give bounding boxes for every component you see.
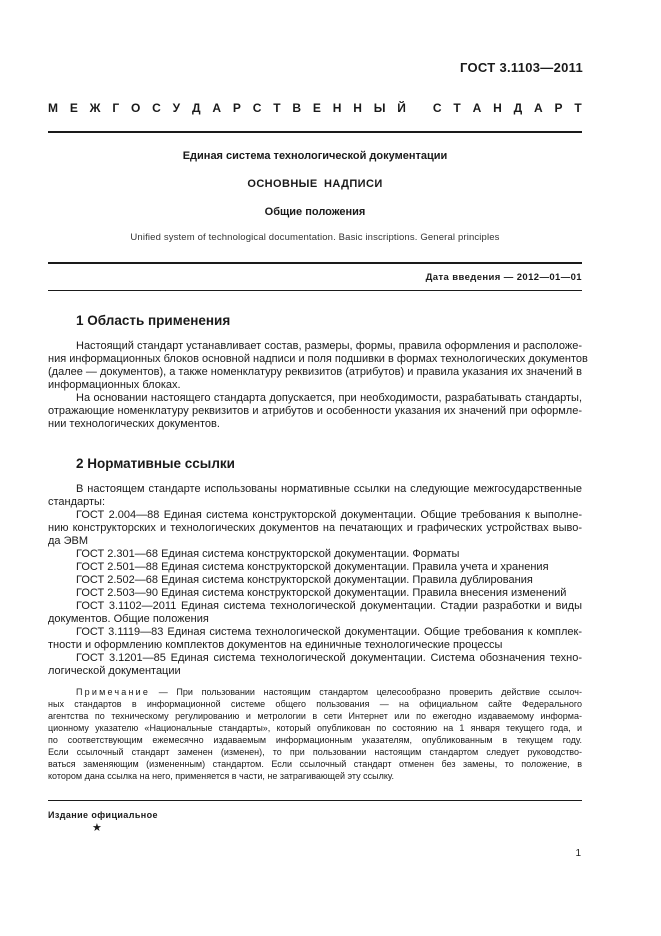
- note-label: Примечание: [76, 687, 151, 697]
- standard-subtitle: Общие положения: [264, 206, 366, 218]
- official-edition-label: Издание официальное: [48, 810, 158, 820]
- banner-letter: М: [48, 101, 58, 115]
- paragraph-line: информационных блоках.: [48, 379, 181, 391]
- section-heading-scope: 1 Область применения: [76, 313, 231, 328]
- banner-letter: Д: [513, 101, 523, 115]
- banner-letter: С: [252, 101, 262, 115]
- reference-line: стандарты:: [48, 496, 106, 508]
- banner-letter: Й: [397, 101, 406, 115]
- banner-letter: У: [172, 101, 181, 115]
- banner-letter: С: [152, 101, 161, 115]
- header-rule: [48, 131, 582, 133]
- banner-letter: А: [533, 101, 543, 115]
- star-icon: ★: [92, 822, 102, 834]
- footer-rule: [48, 800, 582, 801]
- banner-letter: Р: [232, 101, 241, 115]
- banner-letter: Т: [273, 101, 281, 115]
- note-line: агентства по техническому регулированию и метрологии в сети Интернет или по ежегодно издаваемому информа-: [48, 711, 582, 721]
- english-title: Unified system of technological documentation. Basic inscriptions. General principles: [130, 232, 500, 243]
- paragraph-line: отражающие номенклатуру реквизитов и атрибутов и особенности указания их значений при оформле-: [48, 405, 582, 417]
- banner-letter: Н: [493, 101, 502, 115]
- banner-letter: Е: [312, 101, 321, 115]
- reference-line: ГОСТ 3.1102—2011 Единая система технологической документации. Стадии разработки и виды: [76, 600, 582, 612]
- reference-line: ГОСТ 3.1119—83 Единая система технологической документации. Общие требования к комплек-: [76, 626, 582, 638]
- reference-line: да ЭВМ: [48, 535, 88, 547]
- reference-line: ГОСТ 2.501—88 Единая система конструкторской документации. Правила учета и хранения: [76, 561, 549, 573]
- banner-letter: [418, 101, 421, 115]
- banner-letter: Ы: [373, 101, 386, 115]
- banner-letter: Р: [554, 101, 563, 115]
- paragraph-line: (далее — документов), а также номенклатуру реквизитов (атрибутов) и правила указания их значений в: [48, 366, 582, 378]
- section-references-text: [48, 483, 582, 678]
- banner-letter: Н: [332, 101, 342, 115]
- interstate-standard-banner: [48, 101, 582, 115]
- system-name: Единая система технологической документации: [182, 150, 448, 162]
- paragraph-line: На основании настоящего стандарта допускается, при необходимости, разрабатывать стандарты,: [76, 392, 582, 404]
- reference-line: тности и оформлению комплектов документов на единичные технологические процессы: [48, 639, 503, 651]
- document-code: ГОСТ 3.1103—2011: [460, 60, 583, 75]
- note-text: — При пользовании настоящим стандартом целесообразно проверить действие ссылоч-: [150, 687, 582, 697]
- note-line: Если ссылочный стандарт заменен (изменен), то при пользовании настоящим стандартом следует руководство-: [48, 747, 582, 757]
- standard-title: ОСНОВНЫЕ НАДПИСИ: [247, 178, 383, 190]
- note-line: ных стандартов в информационной системе общего пользования — на официальном сайте Федерального: [48, 699, 582, 709]
- banner-letter: Г: [112, 101, 120, 115]
- note-line: ционному указателю «Национальные стандарты», который опубликован по состоянию на 1 января текущего года, и: [48, 723, 582, 733]
- reference-line: ГОСТ 2.503—90 Единая система конструкторской документации. Правила внесения изменений: [76, 587, 567, 599]
- banner-letter: В: [292, 101, 302, 115]
- reference-line: логической документации: [48, 665, 181, 677]
- paragraph-line: ния информационных блоков основной надписи и поля подшивки в формах технологических документов: [48, 353, 588, 365]
- note-line: по соответствующим ежемесячно издаваемым информационным указателям, опубликованным в текущем году.: [48, 735, 582, 745]
- banner-letter: Д: [191, 101, 201, 115]
- note-line: [48, 686, 582, 698]
- page-number: 1: [575, 848, 581, 859]
- section-heading-references: 2 Нормативные ссылки: [76, 456, 235, 471]
- banner-letter: С: [432, 101, 442, 115]
- reference-line: документов. Общие положения: [48, 613, 209, 625]
- reference-line: нию конструкторских и технологических документов на печатающих и графических устройствах выво-: [48, 522, 582, 534]
- banner-letter: Т: [453, 101, 461, 115]
- banner-letter: О: [131, 101, 141, 115]
- banner-letter: Е: [69, 101, 78, 115]
- title-rule: [48, 262, 582, 264]
- date-rule: [48, 290, 582, 291]
- note-line: котором дана ссылка на него, применяется в части, не затрагивающей эту ссылку.: [48, 771, 394, 781]
- introduction-date: Дата введения — 2012—01—01: [425, 272, 582, 283]
- banner-letter: А: [212, 101, 222, 115]
- section-scope-text: [48, 340, 588, 431]
- reference-line: ГОСТ 2.502—68 Единая система конструкторской документации. Правила дублирования: [76, 574, 533, 586]
- paragraph-line: нии технологических документов.: [48, 418, 220, 430]
- note-line: ваться заменяющим (измененным) стандартом. Если ссылочный стандарт отменен без замены, то положение, в: [48, 759, 582, 769]
- reference-line: ГОСТ 3.1201—85 Единая система технологической документации. Система обозначения техно-: [76, 652, 582, 664]
- reference-line: ГОСТ 2.301—68 Единая система конструкторской документации. Форматы: [76, 548, 460, 560]
- banner-letter: Ж: [89, 101, 101, 115]
- reference-line: В настоящем стандарте использованы нормативные ссылки на следующие межгосударственные: [76, 483, 582, 495]
- note-block: [48, 686, 582, 782]
- banner-letter: А: [472, 101, 482, 115]
- paragraph-line: Настоящий стандарт устанавливает состав, размеры, формы, правила оформления и расположе-: [76, 340, 582, 352]
- banner-letter: Т: [574, 101, 582, 115]
- banner-letter: Н: [353, 101, 362, 115]
- reference-line: ГОСТ 2.004—88 Единая система конструкторской документации. Общие требования к выполне-: [76, 509, 582, 521]
